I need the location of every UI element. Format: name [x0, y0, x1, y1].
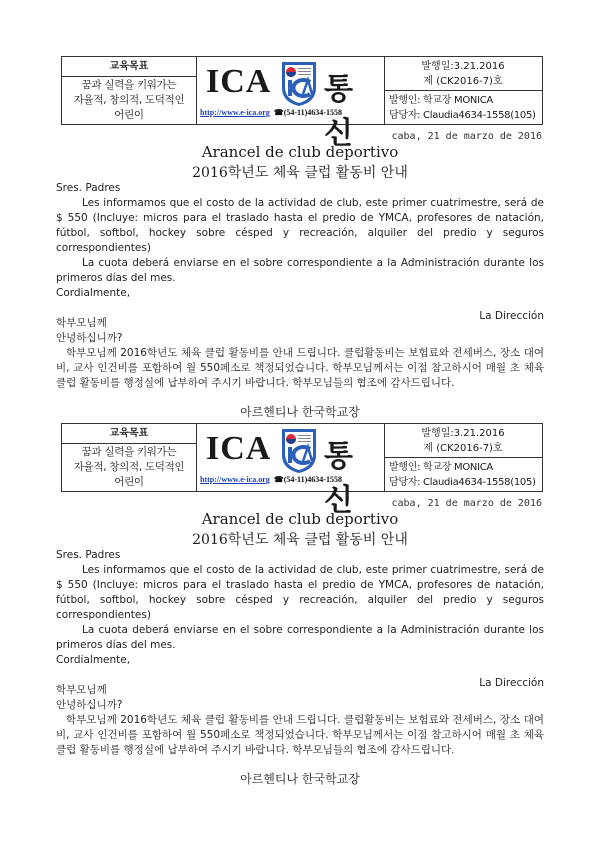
publisher-box: [384, 91, 542, 123]
contact-line: [200, 108, 342, 117]
letter-date: caba, 21 de marzo de 2016: [391, 131, 542, 142]
goal-line: 꿈과 실력을 키워가는: [81, 79, 177, 91]
korean-body: [56, 683, 544, 758]
signature-spanish: La Dirección: [479, 677, 544, 689]
contact-person: 담당자: Claudia4634-1558(105): [389, 477, 536, 488]
issue-box: [384, 57, 542, 91]
phone-number: ☎(54-11)4634-1558: [273, 475, 342, 484]
notice-copy-1: [0, 0, 600, 424]
website-link[interactable]: http://www.e-ica.org: [200, 108, 270, 117]
paragraph-korean: 학부모님께 2016학년도 체육 클럽 활동비를 안내 드립니다. 클럽활동비는 보험료와 전세버스, 장소 대여비, 교사 인건비를 포함하여 월 550페소로 책정되었습니다. 학부모님께서는 이점 참고하시어 매월 초 체육 클럽 활동비를 행정실에 납부하여 주시기 바랍니다. 학부모님들의 협조에 감사드립니다.: [56, 714, 544, 756]
publisher: 발행인: 학교장 MONICA: [389, 95, 493, 106]
education-goal-cell: [62, 424, 197, 491]
publisher-box: [384, 458, 542, 490]
notice-copy-2: [0, 367, 600, 791]
goal-line: 어린이: [114, 109, 144, 121]
paragraph-spanish-1: Les informamos que el costo de la actividad de club, este primer cuatrimestre, será de $ 550 (Incluye: micros para el traslado hasta el predio de YMCA, profesores de natación, fútbol, softbol, hockey sobre césped y recreación, alquiler del predio y seguros correspondientes): [56, 564, 544, 621]
goal-line: 자율적, 창의적, 도덕적인: [73, 94, 185, 106]
brand-cell: [196, 57, 385, 151]
title-spanish: Arancel de club deportivo: [201, 143, 399, 161]
salutation-korean: 학부모님께: [56, 684, 107, 696]
education-goal-text: [62, 444, 196, 490]
education-goal-title: 교육목표: [62, 57, 196, 77]
issue-number: 제 (CK2016-7)호: [423, 443, 503, 454]
brand-ica: ICA: [206, 63, 272, 100]
goal-line: 꿈과 실력을 키워가는: [81, 446, 177, 458]
contact-line: [200, 475, 342, 484]
issue-info-cell: [384, 424, 542, 491]
issue-number: 제 (CK2016-7)호: [423, 76, 503, 87]
title-korean: 2016학년도 체육 클럽 활동비 안내: [192, 165, 408, 181]
website-link[interactable]: http://www.e-ica.org: [200, 475, 270, 484]
salutation-spanish: Sres. Padres: [56, 182, 121, 194]
school-signature: 아르헨티나 한국학교장: [240, 405, 360, 419]
issue-info-cell: [384, 57, 542, 124]
issue-date: 발행일:3.21.2016: [421, 61, 505, 72]
paragraph-spanish-2: La cuota deberá enviarse en el sobre correspondiente a la Administración durante los primeros días del mes.: [56, 624, 544, 651]
brand-cell: [196, 424, 385, 518]
salutation-spanish: Sres. Padres: [56, 549, 121, 561]
goal-line: 자율적, 창의적, 도덕적인: [73, 461, 185, 473]
greeting-korean: 안녕하십니까?: [56, 332, 123, 344]
phone-number: ☎(54-11)4634-1558: [273, 108, 342, 117]
greeting-korean: 안녕하십니까?: [56, 699, 123, 711]
spanish-body: [56, 548, 544, 691]
ica-shield-logo-icon: [279, 60, 319, 108]
closing-spanish: Cordialmente,: [56, 287, 131, 299]
issue-date: 발행일:3.21.2016: [421, 428, 505, 439]
brand-ica: ICA: [206, 430, 272, 467]
contact-person: 담당자: Claudia4634-1558(105): [389, 110, 536, 121]
signature-spanish: La Dirección: [479, 310, 544, 322]
education-goal-title: 교육목표: [62, 424, 196, 444]
publisher: 발행인: 학교장 MONICA: [389, 462, 493, 473]
issue-box: [384, 424, 542, 458]
ica-shield-logo-icon: [279, 427, 319, 475]
title-spanish: Arancel de club deportivo: [201, 510, 399, 528]
brand-tongsin: 통신: [324, 72, 352, 151]
salutation-korean: 학부모님께: [56, 317, 107, 329]
paragraph-korean: 학부모님께 2016학년도 체육 클럽 활동비를 안내 드립니다. 클럽활동비는 보험료와 전세버스, 장소 대여비, 교사 인건비를 포함하여 월 550페소로 책정되었습니다. 학부모님께서는 이점 참고하시어 매월 초 체육 클럽 활동비를 행정실에 납부하여 주시기 바랍니다. 학부모님들의 협조에 감사드립니다.: [56, 347, 544, 389]
education-goal-cell: [62, 57, 197, 124]
title-korean: 2016학년도 체육 클럽 활동비 안내: [192, 532, 408, 548]
goal-line: 어린이: [114, 476, 144, 488]
education-goal-text: [62, 77, 196, 123]
school-signature: 아르헨티나 한국학교장: [240, 772, 360, 786]
spanish-body: [56, 181, 544, 324]
paragraph-spanish-2: La cuota deberá enviarse en el sobre correspondiente a la Administración durante los primeros días del mes.: [56, 257, 544, 284]
letter-date: caba, 21 de marzo de 2016: [391, 498, 542, 509]
closing-spanish: Cordialmente,: [56, 654, 131, 666]
paragraph-spanish-1: Les informamos que el costo de la actividad de club, este primer cuatrimestre, será de $ 550 (Incluye: micros para el traslado hasta el predio de YMCA, profesores de natación, fútbol, softbol, hockey sobre césped y recreación, alquiler del predio y seguros correspondientes): [56, 197, 544, 254]
brand-tongsin: 통신: [324, 439, 352, 518]
